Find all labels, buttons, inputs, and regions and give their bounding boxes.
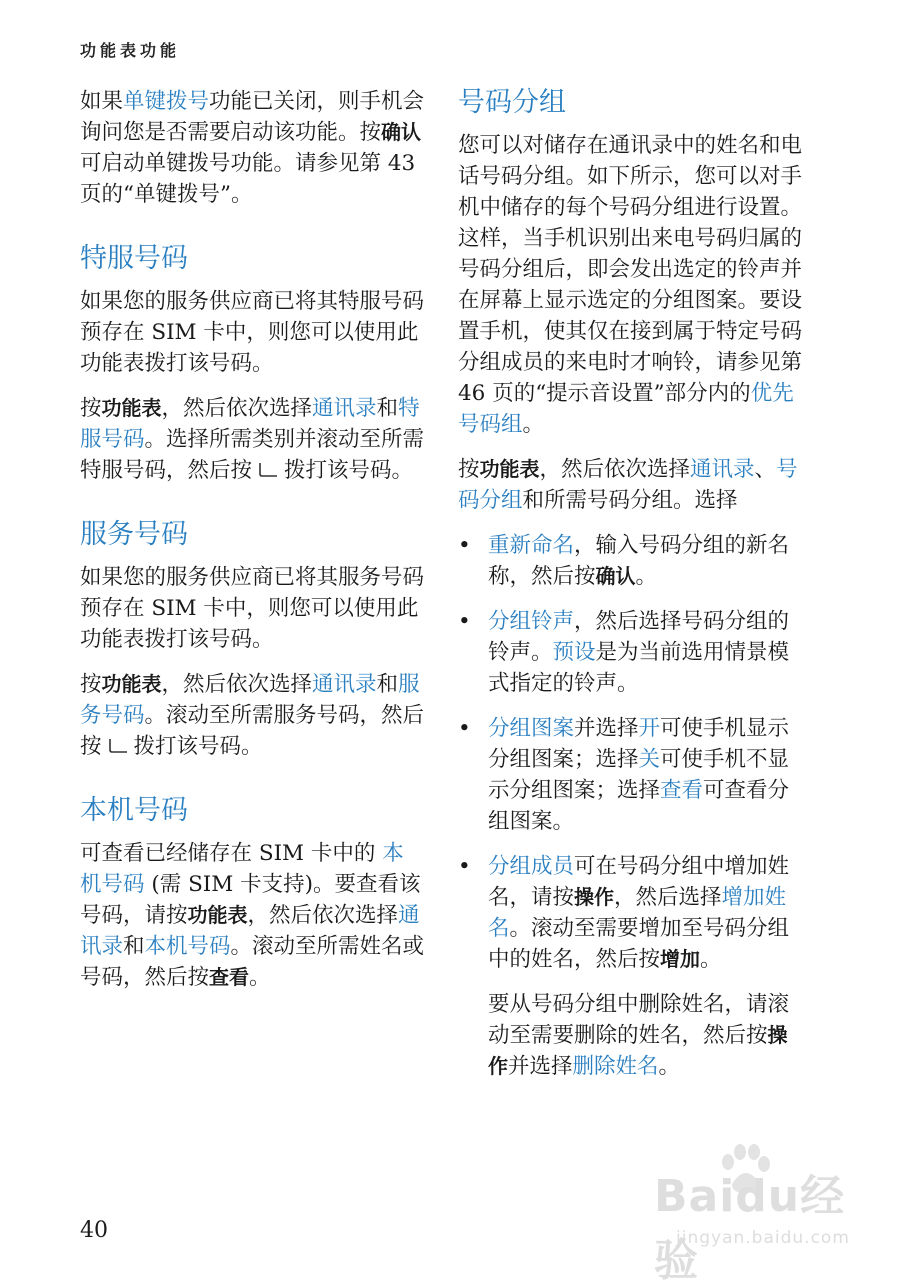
link-contacts[interactable]: 通讯录 [312, 672, 377, 697]
list-item-group-members: • 分组成员可在号码分组中增加姓名，请按操作，然后选择增加姓名。滚动至需要增加至号码分组中的姓名，然后按增加。 要从号码分组中删除姓名，请滚动至需要删除的姓名，然后按操作并选择删除姓名。 [458, 851, 803, 1082]
heading-service-numbers: 服务号码 [80, 519, 188, 550]
link-special-numbers[interactable]: 特服号码 [80, 396, 420, 452]
link-priority-group[interactable]: 优先号码组 [458, 381, 794, 437]
heading-own-number: 本机号码 [80, 795, 188, 826]
link-on[interactable]: 开 [638, 716, 661, 741]
service-paragraph-1: 如果您的服务供应商已将其服务号码预存在 SIM 卡中，则您可以使用此功能表拨打该号码。 [80, 565, 425, 652]
service-paragraph-2: 按功能表，然后依次选择通讯录和服务号码。滚动至所需服务号码，然后按 拨打该号码。 [80, 672, 425, 759]
key-menu: 功能表 [101, 672, 162, 696]
list-item-group-logo: • 分组图案并选择开可使手机显示分组图案；选择关可使手机不显示分组图案；选择查看可查看分组图案。 [458, 713, 803, 837]
link-speed-dial[interactable]: 单键拨号 [123, 89, 210, 114]
groups-paragraph-2: 按功能表，然后依次选择通讯录、号码分组和所需号码分组。选择 [458, 457, 798, 513]
link-number-groups[interactable]: 号码分组 [458, 457, 798, 513]
link-group-members[interactable]: 分组成员 [488, 854, 575, 879]
link-delete-name[interactable]: 删除姓名 [572, 1054, 659, 1079]
bullet: • [458, 609, 471, 634]
key-options: 操作 [488, 1023, 788, 1078]
bullet: • [458, 533, 471, 558]
link-add-name[interactable]: 增加姓名 [488, 885, 787, 941]
link-view[interactable]: 查看 [660, 778, 704, 803]
link-own-number-2[interactable]: 本机号码 [144, 934, 231, 959]
link-default[interactable]: 预设 [552, 640, 596, 665]
link-contacts[interactable]: 通讯录 [690, 457, 755, 482]
link-group-logo[interactable]: 分组图案 [488, 716, 575, 741]
call-key-icon [108, 738, 128, 754]
key-confirm: 确认 [381, 120, 422, 144]
bullet: • [458, 854, 471, 879]
intro-paragraph: 如果单键拨号功能已关闭，则手机会询问您是否需要启动该功能。按确认可启动单键拨号功能。请参见第 43 页的“单键拨号”。 [80, 89, 425, 207]
key-menu: 功能表 [101, 396, 162, 420]
special-paragraph-2: 按功能表，然后依次选择通讯录和特服号码。选择所需类别并滚动至所需特服号码，然后按 拨打该号码。 [80, 396, 425, 483]
link-contacts[interactable]: 通讯录 [80, 903, 420, 959]
bullet: • [458, 716, 471, 741]
list-item-rename: • 重新命名，输入号码分组的新名称，然后按确认。 [458, 530, 803, 592]
groups-option-list [458, 530, 803, 1082]
own-paragraph: 可查看已经储存在 SIM 卡中的 本机号码 (需 SIM 卡支持)。要查看该号码，请按功能表，然后依次选择通讯录和本机号码。滚动至所需姓名或号码，然后按查看。 [80, 841, 425, 990]
baidu-watermark [636, 1150, 886, 1286]
heading-number-groups: 号码分组 [458, 87, 566, 118]
key-add: 增加 [660, 947, 701, 971]
running-header: 功能表功能 [80, 41, 181, 60]
special-paragraph-1: 如果您的服务供应商已将其特服号码预存在 SIM 卡中，则您可以使用此功能表拨打该号码。 [80, 289, 425, 376]
watermark-brand: Baidu经验 [654, 1171, 846, 1286]
key-options: 操作 [574, 885, 615, 909]
key-confirm: 确认 [595, 564, 636, 588]
right-column [458, 86, 803, 1096]
link-group-tone[interactable]: 分组铃声 [488, 609, 575, 634]
group-members-sub-paragraph: 要从号码分组中删除姓名，请滚动至需要删除的姓名，然后按操作并选择删除姓名。 [488, 992, 790, 1079]
call-key-icon [258, 462, 278, 478]
link-rename[interactable]: 重新命名 [488, 533, 575, 558]
watermark-url: jingyan.baidu.com [676, 1228, 850, 1248]
groups-paragraph-1: 您可以对储存在通讯录中的姓名和电话号码分组。如下所示，您可以对手机中储存的每个号码分组进行设置。这样，当手机识别出来电号码归属的号码分组后，即会发出选定的铃声并在屏幕上显示选定的分组图案。要设置手机，使其仅在接到属于特定号码分组成员的来电时才响铃，请参见第 46 页的“提示音设置”部分内的优先号码组。 [458, 133, 803, 437]
page-number: 40 [80, 1218, 108, 1243]
link-own-number[interactable]: 本机号码 [80, 841, 404, 897]
key-menu: 功能表 [187, 903, 248, 927]
heading-special-numbers: 特服号码 [80, 243, 188, 274]
link-service-numbers[interactable]: 服务号码 [80, 672, 420, 728]
list-item-group-tone: • 分组铃声，然后选择号码分组的铃声。预设是为当前选用情景模式指定的铃声。 [458, 606, 803, 699]
link-contacts[interactable]: 通讯录 [312, 396, 377, 421]
left-column [80, 86, 425, 1007]
key-view: 查看 [209, 965, 250, 989]
link-off[interactable]: 关 [638, 747, 661, 772]
key-menu: 功能表 [479, 457, 540, 481]
